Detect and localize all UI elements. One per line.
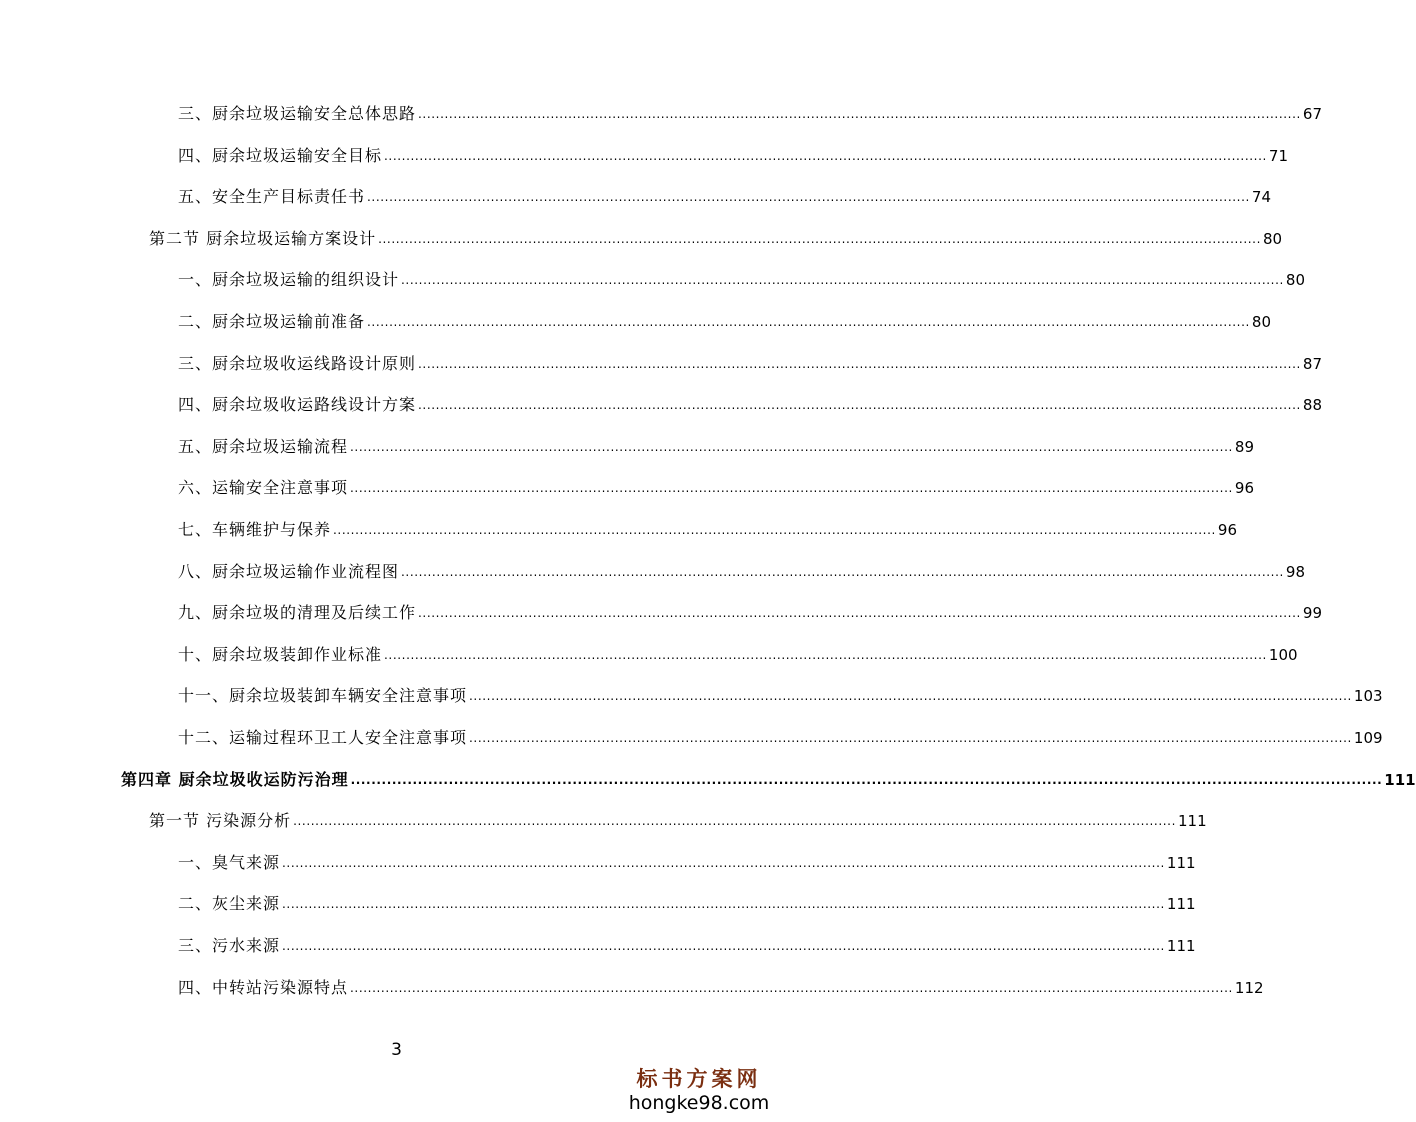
toc-entry-title: 五、安全生产目标责任书: [178, 187, 366, 207]
toc-entry[interactable]: [178, 181, 1271, 207]
toc-entry-page: 80: [1251, 313, 1271, 331]
toc-dot-leader: ........................................................................................................................................................................................................: [378, 231, 1261, 246]
toc-entry-title: 第四章 厨余垃圾收运防污治理: [121, 769, 349, 789]
toc-entry-page: 99: [1302, 604, 1322, 623]
toc-entry-page: 98: [1285, 562, 1305, 581]
toc-entry-title: 十一、厨余垃圾装卸车辆安全注意事项: [178, 686, 468, 706]
toc-entry-page: 111: [1166, 853, 1196, 872]
toc-entry-page: 71: [1268, 146, 1288, 165]
toc-entry-title: 一、臭气来源: [178, 852, 281, 872]
toc-entry-title: 八、厨余垃圾运输作业流程图: [178, 561, 400, 581]
toc-entry-title: 四、中转站污染源特点: [178, 977, 349, 997]
toc-entry[interactable]: [121, 764, 1416, 790]
toc-dot-leader: ........................................................................................................................................................................................................: [350, 980, 1233, 995]
toc-entry-title: 四、厨余垃圾收运路线设计方案: [178, 395, 417, 415]
toc-dot-leader: ........................................................................................................................................................................................................: [469, 731, 1352, 745]
toc-dot-leader: ........................................................................................................................................................................................................: [282, 897, 1165, 912]
toc-entry-page: 111: [1166, 937, 1196, 955]
toc-entry-title: 十、厨余垃圾装卸作业标准: [178, 644, 383, 664]
toc-entry[interactable]: [178, 680, 1383, 706]
toc-entry-page: 80: [1262, 229, 1283, 248]
toc-entry-title: 二、灰尘来源: [178, 894, 281, 914]
toc-entry[interactable]: [178, 722, 1383, 748]
toc-entry[interactable]: [178, 98, 1322, 124]
toc-dot-leader: ........................................................................................................................................................................................................: [350, 772, 1383, 787]
toc-dot-leader: ........................................................................................................................................................................................................: [367, 315, 1250, 329]
toc-entry-title: 三、污水来源: [178, 936, 281, 955]
toc-entry[interactable]: [178, 556, 1305, 582]
toc-entry[interactable]: [178, 472, 1254, 498]
toc-entry-title: 第一节 污染源分析: [149, 811, 292, 831]
toc-entry-title: 第二节 厨余垃圾运输方案设计: [149, 228, 377, 248]
toc-entry[interactable]: [178, 306, 1271, 332]
toc-entry[interactable]: [178, 514, 1237, 540]
watermark: [619, 1066, 779, 1114]
toc-dot-leader: ........................................................................................................................................................................................................: [350, 439, 1233, 454]
toc-entry-title: 六、运输安全注意事项: [178, 478, 349, 498]
toc-dot-leader: ........................................................................................................................................................................................................: [384, 647, 1267, 662]
toc-entry-title: 一、厨余垃圾运输的组织设计: [178, 270, 400, 290]
toc-entry[interactable]: [149, 805, 1207, 831]
toc-dot-leader: ........................................................................................................................................................................................................: [418, 356, 1301, 371]
toc-dot-leader: ........................................................................................................................................................................................................: [401, 273, 1284, 288]
toc-entry-title: 七、车辆维护与保养: [178, 520, 332, 539]
toc-dot-leader: ........................................................................................................................................................................................................: [384, 148, 1267, 163]
toc-entry[interactable]: [178, 431, 1254, 457]
toc-entry-page: 80: [1285, 271, 1305, 290]
toc-entry-page: 112: [1234, 978, 1264, 997]
toc-entry[interactable]: [178, 389, 1322, 415]
toc-entry-page: 103: [1353, 687, 1383, 706]
toc-entry[interactable]: [178, 888, 1196, 914]
toc-entry-page: 96: [1217, 521, 1237, 539]
toc-entry-page: 109: [1353, 729, 1383, 747]
toc-entry[interactable]: [178, 847, 1196, 873]
toc-entry[interactable]: [178, 140, 1288, 166]
toc-entry[interactable]: [178, 639, 1298, 665]
toc-entry-title: 九、厨余垃圾的清理及后续工作: [178, 603, 417, 623]
toc-entry-title: 二、厨余垃圾运输前准备: [178, 312, 366, 331]
toc-entry[interactable]: [178, 930, 1196, 956]
toc-dot-leader: ........................................................................................................................................................................................................: [367, 190, 1250, 205]
toc-entry-title: 十二、运输过程环卫工人安全注意事项: [178, 728, 468, 747]
toc-dot-leader: ........................................................................................................................................................................................................: [350, 481, 1233, 496]
toc-entry-page: 100: [1268, 645, 1298, 664]
toc-entry-page: 96: [1234, 479, 1254, 498]
toc-entry-page: 74: [1251, 188, 1271, 207]
watermark-brand: 标书方案网: [636, 1066, 762, 1091]
toc-entry[interactable]: [178, 348, 1322, 374]
toc-dot-leader: ........................................................................................................................................................................................................: [401, 564, 1284, 579]
toc-dot-leader: ........................................................................................................................................................................................................: [282, 855, 1165, 870]
toc-entry[interactable]: [178, 264, 1305, 290]
watermark-url: hongke98.com: [628, 1092, 770, 1114]
toc-entry[interactable]: [178, 597, 1322, 623]
toc-dot-leader: ........................................................................................................................................................................................................: [418, 606, 1301, 621]
toc-entry-title: 四、厨余垃圾运输安全目标: [178, 145, 383, 165]
toc-entry[interactable]: [178, 972, 1264, 998]
page-number: 3: [391, 1040, 402, 1060]
toc-entry-page: 111: [1384, 770, 1416, 789]
toc-dot-leader: ........................................................................................................................................................................................................: [418, 398, 1301, 413]
toc-dot-leader: ........................................................................................................................................................................................................: [469, 689, 1352, 704]
toc-entry[interactable]: [149, 223, 1283, 249]
toc-dot-leader: ........................................................................................................................................................................................................: [333, 523, 1216, 537]
toc-dot-leader: ........................................................................................................................................................................................................: [418, 107, 1301, 121]
toc-entry-page: 88: [1302, 396, 1322, 415]
toc-entry-page: 89: [1234, 437, 1254, 456]
toc-entry-page: 67: [1302, 105, 1322, 123]
toc-entry-title: 三、厨余垃圾运输安全总体思路: [178, 104, 417, 123]
toc-entry-title: 五、厨余垃圾运输流程: [178, 436, 349, 456]
toc-entry-page: 111: [1166, 895, 1196, 914]
toc-entry-page: 87: [1302, 354, 1322, 373]
toc-entry-title: 三、厨余垃圾收运线路设计原则: [178, 353, 417, 373]
toc-entry-page: 111: [1177, 812, 1207, 831]
toc-dot-leader: ........................................................................................................................................................................................................: [293, 814, 1176, 829]
toc-dot-leader: ........................................................................................................................................................................................................: [282, 939, 1165, 953]
